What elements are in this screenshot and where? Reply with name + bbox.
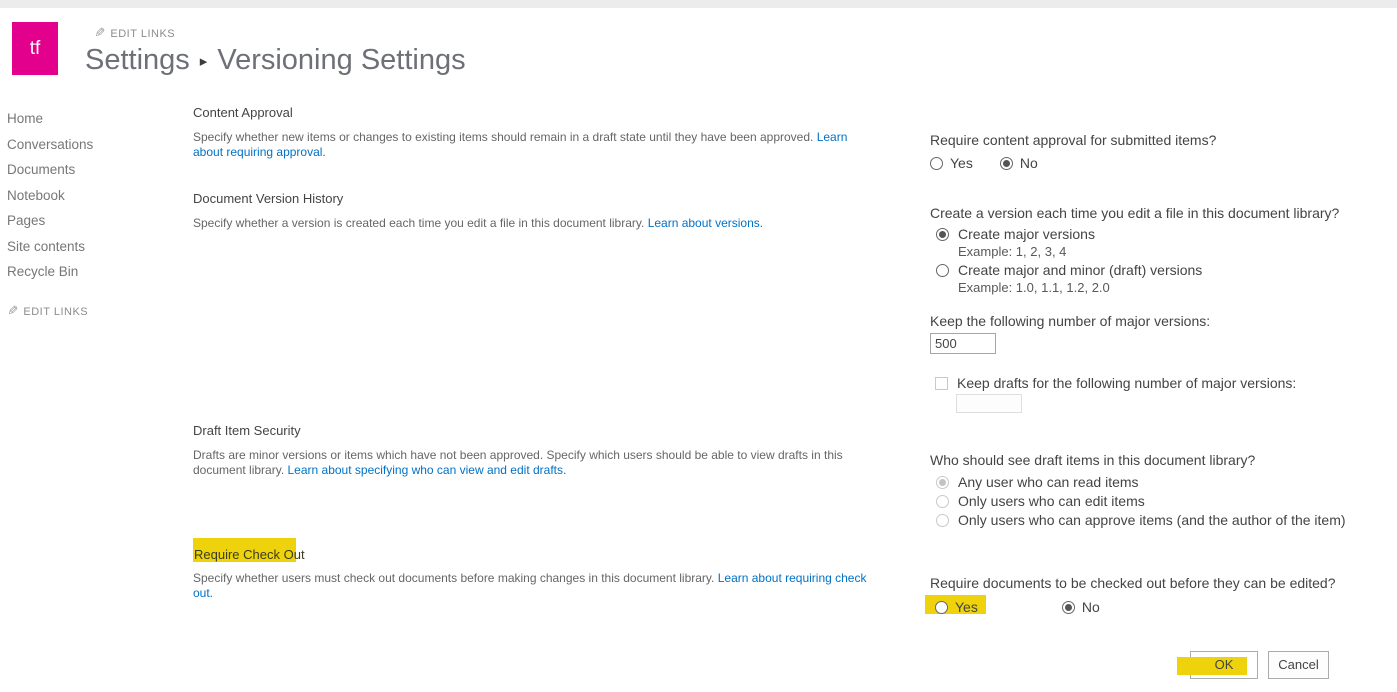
checkout-no-label[interactable]: No (1081, 599, 1100, 615)
draft-read-radio (936, 476, 949, 489)
edit-links-top-label: EDIT LINKS (110, 28, 176, 40)
version-history-controls (930, 204, 1392, 413)
content-approval-yes-radio[interactable] (930, 157, 943, 170)
keep-major-versions-label: Keep the following number of major versions: (930, 313, 1211, 329)
draft-approve-label: Only users who can approve items (and the author of the item) (958, 512, 1346, 528)
sidebar-item-site-contents[interactable]: Site contents (7, 238, 86, 254)
content-approval-description-text: Specify whether new items or changes to existing items should remain in a draft state until they have been approved. (193, 130, 814, 144)
sidebar-item-home[interactable]: Home (7, 111, 44, 126)
checkout-controls (930, 574, 1392, 615)
draft-edit-radio (936, 495, 949, 508)
learn-about-checkout-link[interactable]: Learn about requiring check out. (193, 571, 867, 600)
draft-security-controls (930, 451, 1392, 528)
content-approval-yes-label[interactable]: Yes (950, 155, 973, 171)
breadcrumb-current-page: Versioning Settings (217, 44, 466, 76)
checkout-description-text: Specify whether users must check out documents before making changes in this document library. (193, 571, 715, 585)
breadcrumb-separator-icon: ▸ (199, 53, 208, 70)
checkout-yes-label[interactable]: Yes (955, 599, 978, 615)
version-question: Create a version each time you edit a file in this document library? (930, 205, 1340, 221)
breadcrumb-settings: Settings (85, 44, 190, 76)
checkout-description (193, 571, 877, 601)
major-versions-example: Example: 1, 2, 3, 4 (958, 244, 1067, 259)
draft-security-question: Who should see draft items in this document library? (930, 452, 1256, 468)
content-approval-description (193, 130, 877, 160)
sidebar-item-notebook[interactable]: Notebook (7, 187, 65, 203)
content-approval-description-cell (193, 105, 877, 160)
version-history-title: Document Version History (193, 191, 344, 206)
major-minor-versions-label[interactable]: Create major and minor (draft) versions (958, 262, 1203, 278)
keep-major-versions-input[interactable] (930, 333, 996, 354)
sidebar-item-documents[interactable]: Documents (7, 162, 76, 177)
content-approval-no-radio[interactable] (1000, 157, 1013, 170)
pencil-icon: ✎ (94, 25, 106, 40)
site-logo-text: tf (29, 37, 41, 59)
major-versions-label[interactable]: Create major versions (958, 226, 1095, 242)
keep-drafts-input[interactable] (956, 394, 1022, 413)
require-checkout-title: Require Check Out (194, 547, 305, 562)
draft-security-description (193, 448, 877, 478)
ok-button[interactable] (1190, 651, 1258, 679)
draft-security-title: Draft Item Security (193, 423, 301, 438)
major-minor-versions-example: Example: 1.0, 1.1, 1.2, 2.0 (958, 280, 1110, 295)
left-navigation (7, 106, 177, 319)
cancel-button-label: Cancel (1278, 657, 1319, 672)
content-approval-controls (930, 131, 1392, 171)
checkout-question: Require documents to be checked out before they can be edited? (930, 575, 1336, 591)
version-history-description-text: Specify whether a version is created each time you edit a file in this document library. (193, 216, 645, 230)
content-approval-question: Require content approval for submitted items? (930, 132, 1217, 148)
learn-about-drafts-link[interactable]: Learn about specifying who can view and edit drafts. (287, 463, 567, 477)
learn-about-versions-link[interactable]: Learn about versions. (647, 216, 764, 230)
content-approval-no-label[interactable]: No (1019, 155, 1038, 171)
cancel-button[interactable] (1268, 651, 1329, 679)
major-versions-radio[interactable] (936, 228, 949, 241)
edit-links-sidebar[interactable] (7, 303, 177, 319)
sidebar-item-conversations[interactable]: Conversations (7, 136, 94, 152)
site-logo[interactable] (12, 22, 58, 75)
keep-drafts-checkbox[interactable] (935, 377, 948, 390)
sidebar-item-pages[interactable]: Pages (7, 213, 46, 228)
checkout-no-radio[interactable] (1062, 601, 1075, 614)
suite-top-bar (0, 0, 1397, 8)
edit-links-top[interactable] (94, 25, 175, 41)
major-minor-versions-radio[interactable] (936, 264, 949, 277)
keep-drafts-label[interactable]: Keep drafts for the following number of major versions: (957, 375, 1297, 391)
pencil-icon: ✎ (7, 302, 19, 318)
version-history-description-cell (193, 191, 877, 231)
checkout-yes-radio[interactable] (935, 601, 948, 614)
version-history-description (193, 216, 877, 231)
ok-button-highlight (1177, 657, 1247, 675)
draft-edit-label: Only users who can edit items (958, 493, 1145, 509)
page-title (85, 44, 466, 77)
draft-security-description-text: Drafts are minor versions or items which have not been approved. Specify which users should be able to view drafts in this document library. (193, 448, 843, 477)
content-approval-title: Content Approval (193, 105, 293, 120)
ok-button-label: OK (1214, 657, 1234, 672)
draft-read-label: Any user who can read items (958, 474, 1139, 490)
sidebar-item-recycle-bin[interactable]: Recycle Bin (7, 264, 79, 279)
checkout-description-cell (193, 571, 877, 601)
draft-approve-radio (936, 514, 949, 527)
draft-security-description-cell (193, 423, 877, 478)
edit-links-sidebar-label: EDIT LINKS (23, 305, 89, 318)
learn-about-requiring-approval-link[interactable]: Learn about requiring approval. (193, 130, 848, 159)
